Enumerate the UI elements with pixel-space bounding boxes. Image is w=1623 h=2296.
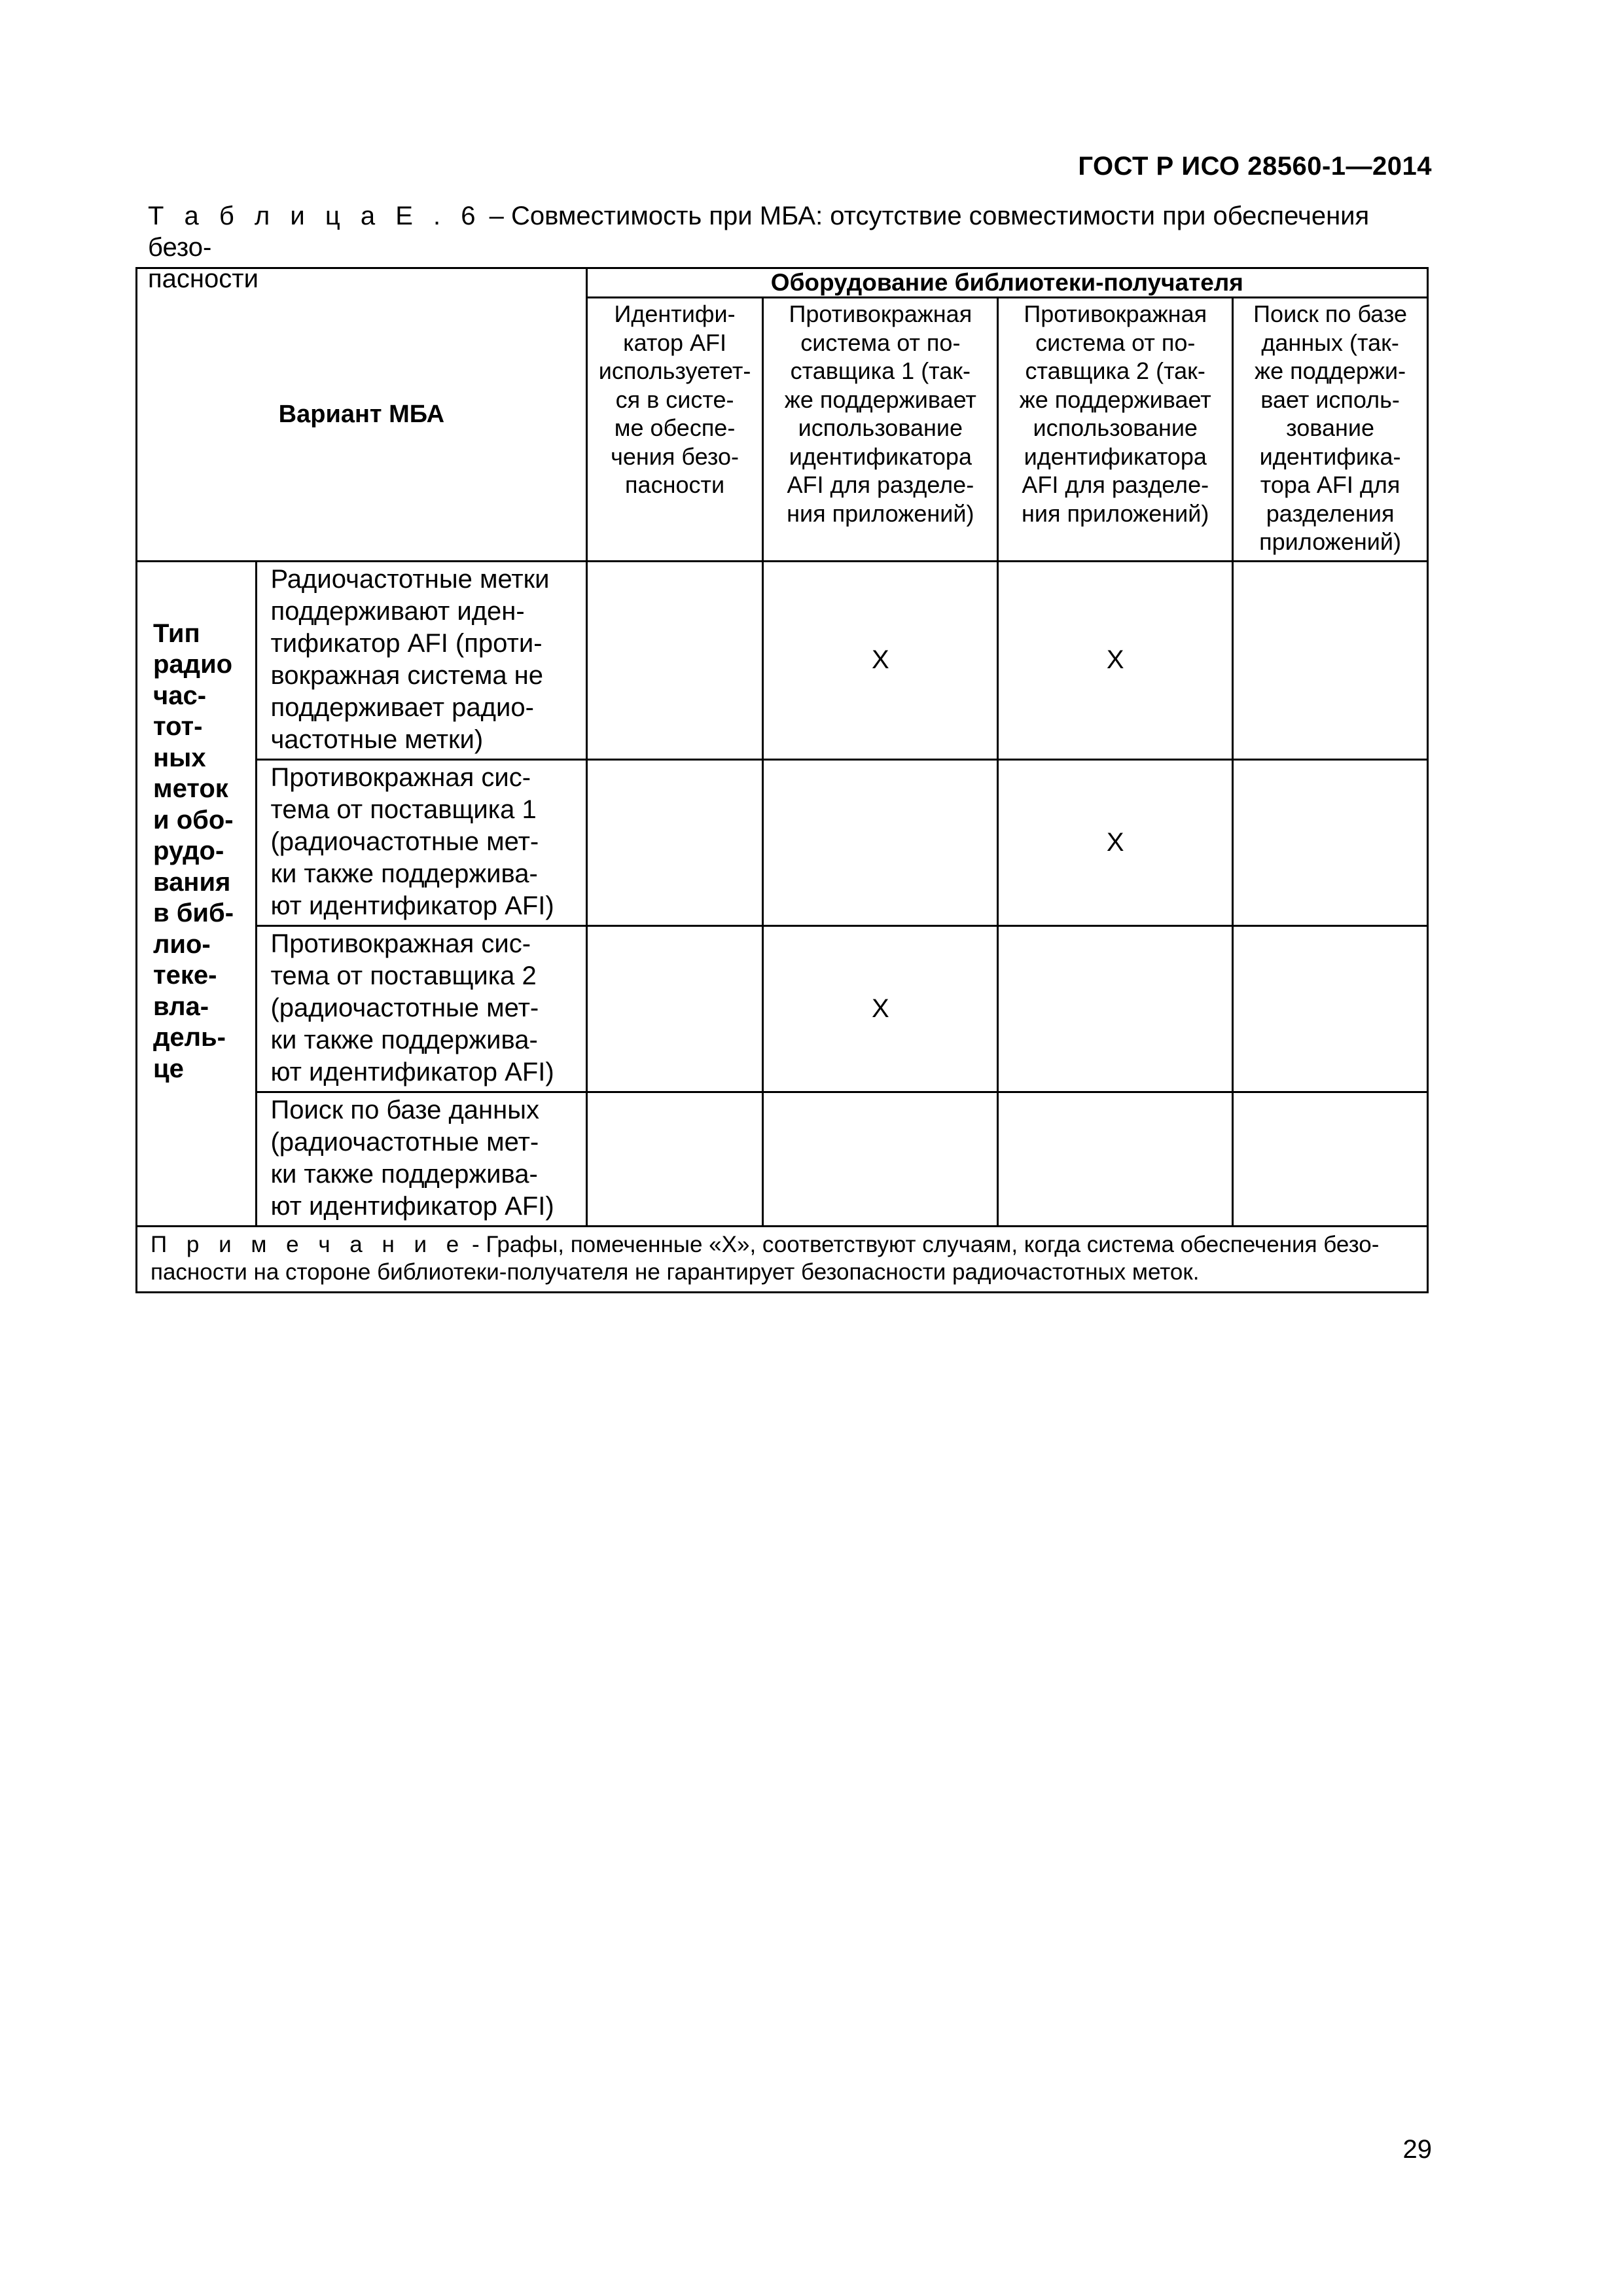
equipment-header: Оборудование библиотеки-получателя (586, 268, 1427, 298)
note-line1: - Графы, помеченные «X», соответствуют случаям, когда система обеспечения безо- (465, 1231, 1380, 1257)
side-label: Тип радио час- тот- ных меток и обо- рудо- вания в биб- лио- теке- вла- дель- це (137, 561, 257, 1226)
table-cell (586, 925, 763, 1092)
table-cell (1233, 759, 1428, 925)
table-cell (998, 925, 1233, 1092)
document-header: ГОСТ Р ИСО 28560-1—2014 (1078, 152, 1432, 181)
column-header: Поиск по базе данных (так- же поддержи- вает исполь- зование идентифика- тора AFI для разделения приложений) (1233, 298, 1428, 562)
table-cell: X (763, 925, 998, 1092)
table-cell (1233, 561, 1428, 759)
table-cell (763, 759, 998, 925)
row-label: Поиск по базе данных (радиочастотные мет- ки также поддержива- ют идентификатор AFI) (257, 1092, 586, 1226)
caption-text-line2: пасности (148, 264, 259, 293)
note-line2: пасности на стороне библиотеки-получателя не гарантирует безопасности радиочастотных меток. (151, 1259, 1200, 1285)
row-label: Противокражная сис- тема от поставщика 2 (радиочастотные мет- ки также поддержива- ют идентификатор AFI) (257, 925, 586, 1092)
table-cell (998, 1092, 1233, 1226)
row-label: Радиочастотные метки поддерживают иден- тификатор AFI (проти- вокражная система не поддерживает радио- частотные метки) (257, 561, 586, 759)
table-cell (586, 561, 763, 759)
table-cell (1233, 925, 1428, 1092)
note-label: П р и м е ч а н и е (151, 1231, 466, 1257)
page-number: 29 (1402, 2135, 1432, 2164)
table-cell: X (998, 759, 1233, 925)
table-note (137, 1226, 1428, 1292)
row-label: Противокражная сис- тема от поставщика 1 (радиочастотные мет- ки также поддержива- ют идентификатор AFI) (257, 759, 586, 925)
table-cell: X (998, 561, 1233, 759)
table-cell (586, 1092, 763, 1226)
column-header: Противокражная система от по- ставщика 1 (так- же поддерживает использование идентификатора AFI для разделе- ния приложений) (763, 298, 998, 562)
table-cell: X (763, 561, 998, 759)
column-header: Противокражная система от по- ставщика 2 (так- же поддерживает использование идентификатора AFI для разделе- ния приложений) (998, 298, 1233, 562)
compatibility-table (135, 267, 1429, 1293)
table-cell (586, 759, 763, 925)
table-cell (763, 1092, 998, 1226)
variant-header: Вариант МБА (137, 268, 587, 562)
table-cell (1233, 1092, 1428, 1226)
caption-label: Т а б л и ц а Е . 6 (148, 202, 482, 230)
caption-text-line1: – Совместимость при МБА: отсутствие совместимости при обеспечения безо- (148, 202, 1370, 262)
column-header: Идентифи- катор AFI используетет- ся в систе- ме обеспе- чения безо- пасности (586, 298, 763, 562)
